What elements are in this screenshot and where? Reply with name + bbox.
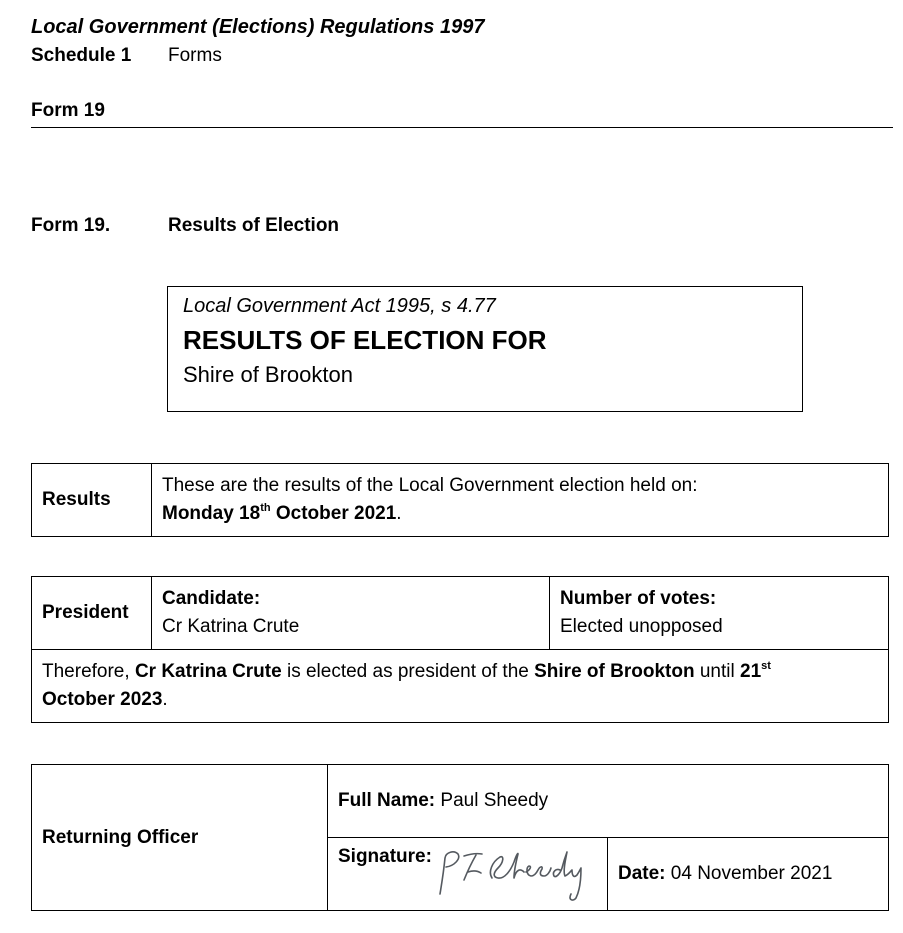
regulation-title: Local Government (Elections) Regulations 1997 <box>31 16 485 38</box>
full-name-label: Full Name: <box>338 790 436 811</box>
election-date-rest: October 2021 <box>270 503 397 524</box>
form-heading-number: Form 19. <box>31 215 111 236</box>
schedule-name: Forms <box>168 45 222 66</box>
summary-period: . <box>162 689 168 710</box>
title-heading: RESULTS OF ELECTION FOR <box>183 325 547 355</box>
form-heading-title: Results of Election <box>168 215 340 236</box>
header-divider <box>31 127 893 128</box>
summary-shire: Shire of Brookton <box>534 661 695 682</box>
summary-until-rest: October 2023 <box>42 689 163 710</box>
act-reference: Local Government Act 1995, s 4.77 <box>183 295 496 317</box>
title-box <box>167 286 803 412</box>
returning-officer-table <box>31 764 889 911</box>
date-label: Date: <box>618 863 666 884</box>
president-summary-row <box>32 650 889 723</box>
full-name-cell <box>328 765 889 838</box>
summary-until-suffix: st <box>761 660 771 672</box>
results-row <box>32 464 889 537</box>
election-date-day: Monday 18 <box>162 503 261 524</box>
candidate-value: Cr Katrina Crute <box>162 616 300 637</box>
full-name-value: Paul Sheedy <box>440 790 549 811</box>
schedule-line <box>31 45 222 67</box>
summary-text-2: is elected as president of the <box>281 661 535 682</box>
summary-until-day: 21 <box>740 661 762 682</box>
returning-officer-label: Returning Officer <box>32 765 328 911</box>
president-label: President <box>32 577 152 650</box>
signature-image <box>434 842 599 908</box>
summary-text-3: until <box>694 661 740 682</box>
votes-cell <box>550 577 889 650</box>
form-heading <box>31 215 531 237</box>
schedule-label: Schedule 1 <box>31 45 132 66</box>
date-value: 04 November 2021 <box>670 863 833 884</box>
votes-value: Elected unopposed <box>560 616 723 637</box>
officer-row-name <box>32 765 889 838</box>
signature-cell <box>328 838 608 911</box>
president-summary <box>32 650 889 723</box>
president-row <box>32 577 889 650</box>
election-date-period: . <box>396 503 402 524</box>
signature-label: Signature: <box>338 846 432 867</box>
date-cell <box>608 838 889 911</box>
local-government-name: Shire of Brookton <box>183 362 353 387</box>
president-table <box>31 576 889 723</box>
results-intro: These are the results of the Local Government election held on: <box>162 475 698 496</box>
summary-text-1: Therefore, <box>42 661 135 682</box>
candidate-label: Candidate: <box>162 588 261 609</box>
election-date <box>162 503 396 524</box>
candidate-cell <box>152 577 550 650</box>
summary-candidate: Cr Katrina Crute <box>134 661 282 682</box>
form-number: Form 19 <box>31 100 105 121</box>
results-label: Results <box>32 464 152 537</box>
election-date-suffix: th <box>260 502 271 514</box>
results-text <box>152 464 889 537</box>
results-table <box>31 463 889 537</box>
votes-label: Number of votes: <box>560 588 717 609</box>
